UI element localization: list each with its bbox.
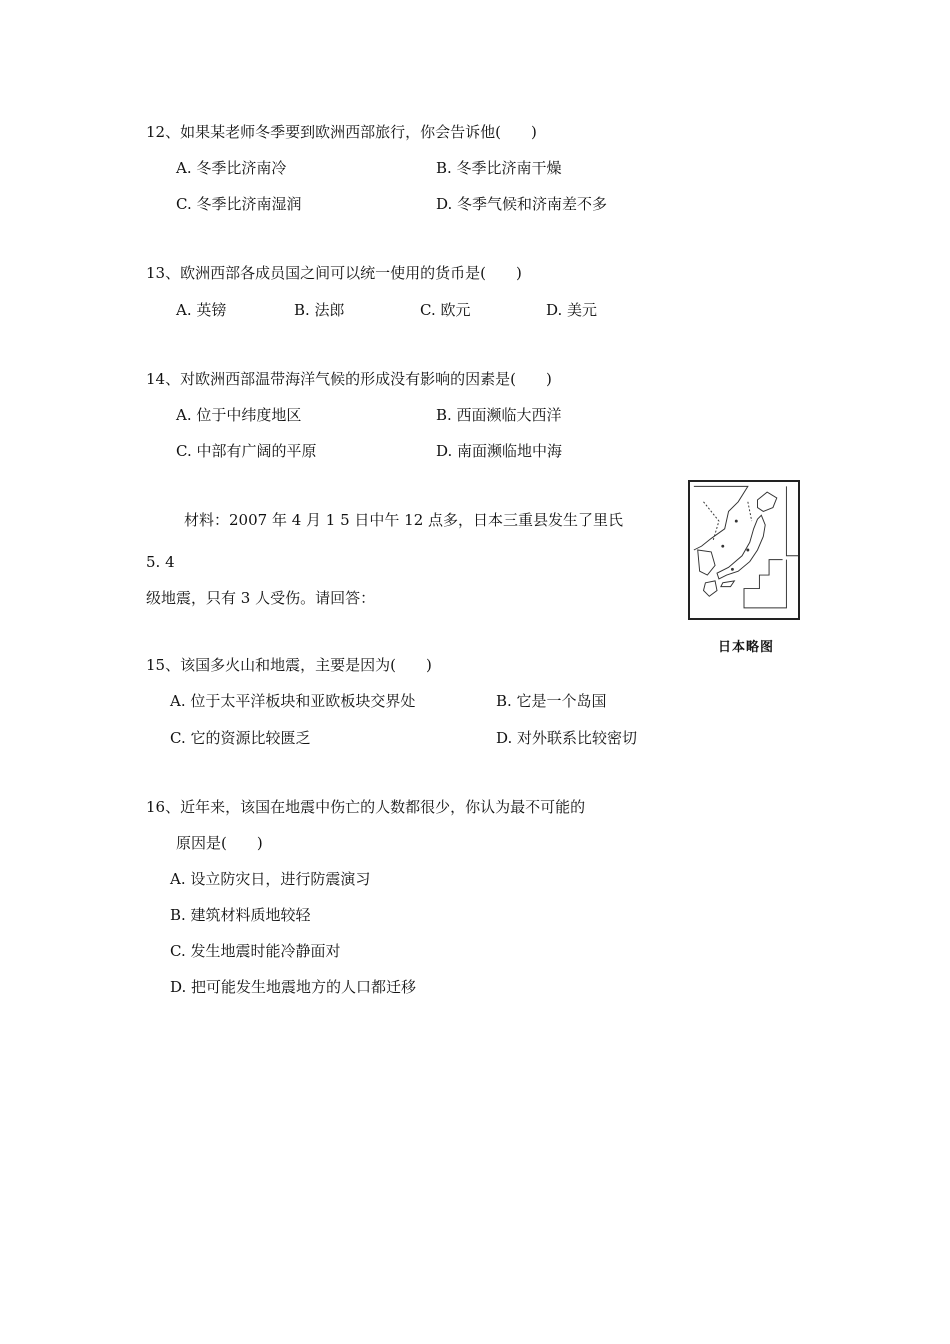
q12-stem: 12、如果某老师冬季要到欧洲西部旅行，你会告诉他( ) bbox=[146, 123, 537, 141]
material-text-line1: 材料：2007 年 4 月 1 5 日中午 12 点多，日本三重县发生了里氏 bbox=[184, 511, 624, 529]
q13-option-d: D. 美元 bbox=[546, 301, 598, 319]
q16-stem-continued: 原因是( ) bbox=[176, 834, 263, 852]
map-caption: 日本略图 bbox=[718, 640, 775, 655]
material-text-line3: 级地震，只有 3 人受伤。请回答： bbox=[146, 589, 376, 607]
q13-option-a: A. 英镑 bbox=[176, 301, 227, 319]
q15-option-d: D. 对外联系比较密切 bbox=[496, 729, 638, 747]
q12-option-c: C. 冬季比济南湿润 bbox=[176, 195, 302, 213]
q15-option-a: A. 位于太平洋板块和亚欧板块交界处 bbox=[170, 692, 416, 710]
material-text-line2: 5. 4 bbox=[146, 553, 175, 571]
q16-option-d: D. 把可能发生地震地方的人口都迁移 bbox=[170, 978, 417, 996]
q14-option-a: A. 位于中纬度地区 bbox=[176, 406, 302, 424]
q14-option-b: B. 西面濒临大西洋 bbox=[436, 406, 562, 424]
q12-option-a: A. 冬季比济南冷 bbox=[176, 159, 287, 177]
q13-stem: 13、欧洲西部各成员国之间可以统一使用的货币是( ) bbox=[146, 264, 522, 282]
japan-map-drawing bbox=[690, 482, 798, 618]
q14-option-c: C. 中部有广阔的平原 bbox=[176, 442, 317, 460]
q14-option-d: D. 南面濒临地中海 bbox=[436, 442, 563, 460]
q16-option-b: B. 建筑材料质地较轻 bbox=[170, 906, 311, 924]
q16-option-a: A. 设立防灾日，进行防震演习 bbox=[170, 870, 371, 888]
q15-option-b: B. 它是一个岛国 bbox=[496, 692, 607, 710]
q15-stem: 15、该国多火山和地震，主要是因为( ) bbox=[146, 656, 432, 674]
japan-sketch-map bbox=[688, 480, 800, 620]
q15-option-c: C. 它的资源比较匮乏 bbox=[170, 729, 311, 747]
q13-option-b: B. 法郎 bbox=[294, 301, 345, 319]
q12-option-b: B. 冬季比济南干燥 bbox=[436, 159, 562, 177]
q16-option-c: C. 发生地震时能冷静面对 bbox=[170, 942, 341, 960]
q13-option-c: C. 欧元 bbox=[420, 301, 471, 319]
q14-stem: 14、对欧洲西部温带海洋气候的形成没有影响的因素是( ) bbox=[146, 370, 552, 388]
q12-option-d: D. 冬季气候和济南差不多 bbox=[436, 195, 608, 213]
q16-stem: 16、近年来，该国在地震中伤亡的人数都很少，你认为最不可能的 bbox=[146, 798, 586, 816]
